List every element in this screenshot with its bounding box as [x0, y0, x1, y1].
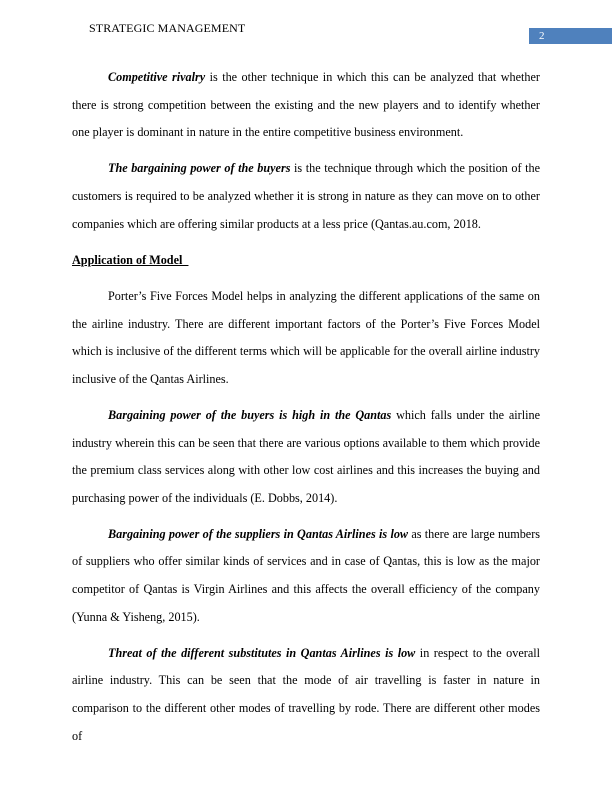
paragraph-text: in respect to the overall airline industry. This can be seen that the mode of air travelling is faster in nature in comparison to the different other modes of travelling by rode. There are different other modes of — [72, 645, 540, 743]
paragraph-text: is the other technique in which this can be analyzed that whether there is strong competition between the existing and the new players and to identify whether one player is dominant in nature in the entire competitive business environment. — [72, 70, 540, 140]
paragraph-suppliers-low — [72, 521, 540, 631]
paragraph-substitutes-low — [72, 640, 540, 750]
paragraph-buyer-power — [72, 155, 540, 238]
page-number-badge — [529, 28, 612, 44]
document-body — [72, 64, 540, 759]
paragraph-buyers-high — [72, 402, 540, 512]
running-header-title: STRATEGIC MANAGEMENT — [89, 21, 246, 35]
paragraph-lead: Bargaining power of the buyers is high in the Qantas — [108, 407, 392, 422]
section-heading: Application of Model — [72, 252, 189, 267]
paragraph-lead: Competitive rivalry — [108, 70, 206, 84]
page-number: 2 — [539, 30, 545, 42]
paragraph-lead: The bargaining power of the buyers — [108, 161, 291, 176]
paragraph-lead: Bargaining power of the suppliers in Qantas Airlines is low — [108, 526, 409, 541]
paragraph-competitive-rivalry — [72, 64, 540, 147]
paragraph-text: which falls under the airline industry wherein this can be seen that there are various options available to them which provide the premium class services along with other low cost airlines and this increases the buying and purchasing power of the individuals (E. Dobbs, 2014). — [72, 407, 540, 505]
paragraph-lead: Threat of the different substitutes in Qantas Airlines is low — [108, 645, 416, 660]
section-intro: Porter’s Five Forces Model helps in analyzing the different applications of the same on the airline industry. There are different important factors of the Porter’s Five Forces Model which is inclusive of the different terms which will be applicable for the overall airline industry inclusive of the Qantas Airlines. — [72, 288, 540, 386]
paragraph-text: is the technique through which the position of the customers is required to be analyzed whether it is strong in nature as they can move on to other companies which are offering similar products at a less price (Qantas.au.com, 2018. — [72, 161, 540, 231]
paragraph-text: as there are large numbers of suppliers who offer similar kinds of services and in case of Qantas, this is low as the major competitor of Qantas is Virgin Airlines and this affects the overall efficiency of the company (Yunna & Yisheng, 2015). — [72, 526, 541, 624]
